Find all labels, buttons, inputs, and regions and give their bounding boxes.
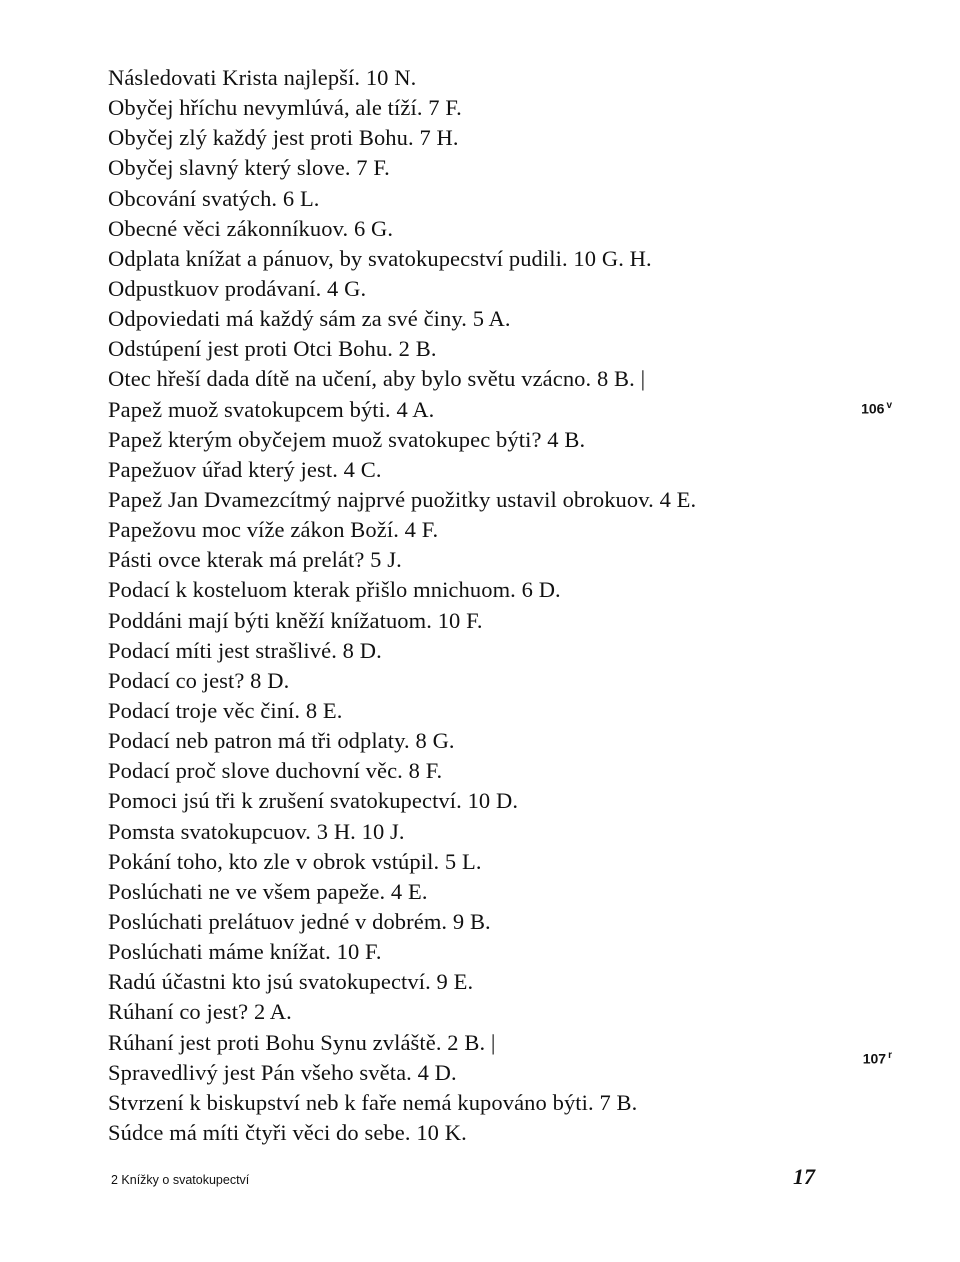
folio-side: r [888,1050,892,1061]
folio-side: v [886,400,892,411]
index-entry: Obcování svatých. 6 L. [108,185,320,211]
index-entry: Poslúchati prelátuov jedné v dobrém. 9 B. [108,908,491,934]
folio-number: 106 [861,400,885,417]
index-entry: Podací míti jest strašlivé. 8 D. [108,637,382,663]
index-entry: Otec hřeší dada dítě na učení, aby bylo světu vzácno. 8 B. | [108,366,646,392]
index-entry: Papežuov úřad který jest. 4 C. [108,456,382,482]
index-entry: Papež kterým obyčejem muož svatokupec býti? 4 B. [108,426,586,452]
index-entry: Obyčej slavný který slove. 7 F. [108,155,390,181]
index-entry: Odstúpení jest proti Otci Bohu. 2 B. [108,336,437,362]
index-entry: Odplata knížat a pánuov, by svatokupecství pudili. 10 G. H. [108,245,652,271]
index-entry: Odpoviedati má každý sám za své činy. 5 A. [108,306,511,332]
index-entry-list [108,63,828,1148]
index-entry: Podací neb patron má tři odplaty. 8 G. [108,728,455,754]
index-entry: Papež Jan Dvamezcítmý najprvé puožitky ustavil obrokuov. 4 E. [108,486,697,512]
index-entry: Následovati Krista najlepší. 10 N. [108,65,417,90]
index-entry: Stvrzení k biskupství neb k faře nemá kupováno býti. 7 B. [108,1089,638,1115]
index-entry: Podací co jest? 8 D. [108,667,290,693]
index-entry: Poslúchati máme knížat. 10 F. [108,939,382,965]
folio-number: 107 [862,1050,887,1067]
index-entry: Pásti ovce kterak má prelát? 5 J. [108,547,402,573]
page-number: 17 [793,1164,815,1189]
index-entry: Obecné věci zákonníkuov. 6 G. [108,215,394,241]
index-entry: Podací k kosteluom kterak přišlo mnichuom. 6 D. [108,577,561,603]
index-entry: Súdce má míti čtyři věci do sebe. 10 K. [108,1119,467,1145]
index-entry: Pokání toho, kto zle v obrok vstúpil. 5 L. [108,848,482,874]
index-entry: Papežovu moc víže zákon Boží. 4 F. [108,517,439,543]
index-entry: Odpustkuov prodávaní. 4 G. [108,275,367,301]
index-entry: Obyčej hříchu nevymlúvá, ale tíží. 7 F. [108,95,462,121]
index-entry: Poddáni mají býti kněží knížatuom. 10 F. [108,607,483,633]
index-entry: Pomsta svatokupcuov. 3 H. 10 J. [108,818,405,844]
index-entry: Podací troje věc činí. 8 E. [108,697,343,723]
index-entry: Papež muož svatokupcem býti. 4 A. [108,396,435,422]
signature-note: 2 Knížky o svatokupectví [111,1173,250,1187]
index-entry: Pomoci jsú tři k zrušení svatokupectví. 10 D. [108,788,519,814]
index-entry: Podací proč slove duchovní věc. 8 F. [108,758,443,784]
index-entry: Rúhaní co jest? 2 A. [108,999,292,1025]
index-entry: Rúhaní jest proti Bohu Synu zvláště. 2 B. | [108,1029,496,1055]
index-entry: Obyčej zlý každý jest proti Bohu. 7 H. [108,125,459,151]
index-entry: Radú účastni kto jsú svatokupectví. 9 E. [108,969,474,995]
index-entry: Spravedlivý jest Pán všeho světa. 4 D. [108,1059,457,1085]
folio-marker-107r [863,1050,892,1067]
index-entry: Poslúchati ne ve všem papeže. 4 E. [108,878,428,904]
folio-marker-106v [861,400,892,417]
